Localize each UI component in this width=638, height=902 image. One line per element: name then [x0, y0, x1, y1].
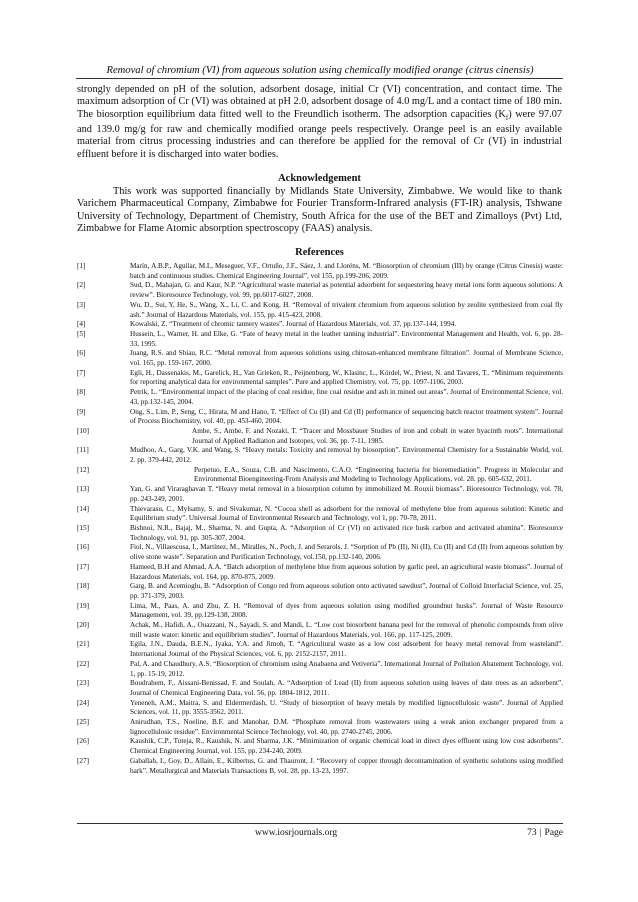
- reference-number: [24]: [77, 698, 89, 707]
- reference-text: Juang, R.S. and Shiau, R.C. “Metal removal from aqueous solutions using chitosan-enhanced membrane filtration”. Journal of Membrane Science, vol. 165, pp. 159-167, 2000.: [130, 349, 563, 368]
- reference-item: [77, 602, 563, 621]
- reference-number: [13]: [77, 485, 89, 494]
- reference-item: [77, 408, 563, 427]
- references-heading: References: [295, 247, 344, 258]
- reference-item: [77, 349, 563, 368]
- reference-number: [23]: [77, 679, 89, 688]
- reference-number: [12]: [77, 465, 89, 474]
- reference-text: Sud, D., Mahajan, G. and Kaur, N.P. “Agricultural waste material as potential adsorbent for sequestering heavy metal ions form aqueous solutions: A review”. Bioresource Technology, vol. 99, pp.6017-6027, 2008.: [130, 281, 563, 300]
- reference-number: [3]: [77, 300, 86, 309]
- reference-list: [77, 262, 563, 776]
- acknowledgement-heading: Acknowledgement: [278, 173, 361, 184]
- reference-text: Boudrahem, F., Aissani-Benissad, F. and Soulah, A. “Adsorption of Lead (II) from aqueous solution using leaves of date trees as an adsorbent”. Journal of Chemical Engineering Data, vol. 56, pp. 1804-1812, 2011.: [130, 679, 563, 697]
- reference-text: Gaballah, I., Goy, D., Allain, E., Kilbertus, G. and Thauront, J. “Recovery of copper through decontamination of synthetic solutions using modified bark”. Metallurgical and Materials Transactions B, vol. 28, pp. 13-23, 1997.: [130, 756, 563, 775]
- reference-number: [16]: [77, 543, 89, 552]
- reference-item: [77, 582, 563, 601]
- reference-text: Thievarasu, C., Mylsamy, S. and Sivakumar, N. “Cocoa shell as adsorbent for the removal of methylene blue from aqueous solution: Kinetic and Equilibrium study”. Universal Journal of Environmental Research and Technology, vol 1, pp. 70-78, 2011.: [130, 504, 563, 523]
- reference-number: [19]: [77, 601, 89, 610]
- reference-item: [77, 737, 563, 756]
- reference-number: [1]: [77, 262, 86, 270]
- reference-text: Yeneneh, A.M., Maitra, S. and Eldermerdash, U. “Study of biosorption of heavy metals by modified lignocellulosic waste”. Journal of Applied Sciences, vol. 11, pp. 3555-3562, 2011.: [130, 698, 563, 717]
- reference-text: Anirudhan, T.S., Noeline, B.F. and Manohar, D.M. “Phosphate removal from wastewaters using a weak anion exchanger prepared from a lignocellulosic residue”. Environmental Science Technology, vol. 40, pp. 2740-2745, 2006.: [130, 718, 563, 736]
- header-divider: [76, 78, 563, 79]
- reference-item: [77, 621, 563, 640]
- reference-number: [27]: [77, 756, 89, 765]
- reference-text: Fiol, N., Villaescusa, I., Martínez, M., Miralles, N., Poch, J. and Serarols, J. “Sorption of Pb (II), Ni (II), Cu (II) and Cd (II) from aqueous solution by olive stone waste”. Separation and Purification Technology, vol.150, pp.132-140, 2006.: [130, 543, 563, 562]
- reference-number: [8]: [77, 388, 86, 397]
- reference-item: [77, 543, 563, 562]
- reference-text: Lima, M., Paas, A. and Zhu, Z. H. “Removal of dyes from aqueous solution using modified groundnut husks”. Journal of Waste Resource Management, vol. 39, pp.129-138, 2008.: [130, 601, 563, 620]
- freundlich-subscript: f: [505, 113, 509, 122]
- reference-text: Petrik, L. “Environmental impact of the placing of coal residue, fine coal residue and ash in mined out areas”. Journal of Environmental Science, vol. 43, pp.132-145, 2004.: [130, 388, 563, 406]
- reference-number: [9]: [77, 407, 86, 416]
- reference-item: [77, 446, 563, 465]
- reference-item: [77, 320, 563, 330]
- footer-page-number: [527, 827, 563, 839]
- reference-number: [17]: [77, 562, 89, 571]
- reference-item: [77, 262, 563, 281]
- reference-item: [77, 427, 563, 446]
- reference-item: [77, 757, 563, 776]
- reference-number: [10]: [77, 426, 89, 435]
- reference-number: [18]: [77, 582, 89, 591]
- conclusion-text-b: ) were 97.07 and 139.0 mg/g for raw and chemically modified orange peels respectively. Orange peel is an easily available material from citrus processing industries and can therefore be applied for the removal of Cr (VI) in industrial effluent before it is discharged into water bodies.: [77, 108, 562, 160]
- reference-text: Bishnoi, N.R., Bajaj, M., Sharma, N. and Gupta, A. “Adsorption of Cr (VI) on activated rice husk carbon and activated alumina”. Bioresource Technology, vol. 91, pp. 305-307, 2004.: [130, 523, 563, 542]
- reference-text: Hussein, L., Warner, H. and Elke, G. “Fate of heavy metal in the leather tanning industrial”. Environmental Management and Health, vol. 6, pp. 28-33, 1995.: [130, 329, 563, 348]
- reference-number: [14]: [77, 504, 89, 513]
- reference-item: [77, 524, 563, 543]
- reference-text: Ong, S., Lim, P., Seng, C., Hirata, M and Hano, T. “Effect of Cu (II) and Cd (II) performance of sequencing batch reactor treatment system”. Journal of Process Biochemistry, vol. 40, pp. 453-460, 2004.: [130, 407, 563, 426]
- page-number: 73: [527, 828, 537, 838]
- reference-item: [77, 301, 563, 320]
- reference-number: [11]: [77, 446, 89, 455]
- reference-item: [77, 679, 563, 698]
- page-label: Page: [544, 828, 563, 838]
- page-separator: |: [539, 828, 542, 838]
- conclusion-paragraph: [77, 84, 562, 161]
- conclusion-text-a: strongly depended on pH of the solution, adsorbent dosage, initial Cr (VI) concentration, and contact time. The maximum adsorption of Cr (VI) was obtained at pH 2.0, adsorbent dosage of 4.0 mg/L and a contact time of 180 min. The biosorption equilibrium data fitted well to the Freundlich isotherm. The adsorption capacities (K: [77, 84, 562, 120]
- acknowledgement-paragraph: This work was supported financially by Midlands State University, Zimbabwe. We would like to thank Varichem Pharmaceutical Company, Zimbabwe for Fourier Transform-Infrared analysis (FT-IR) analysis, Tshwane University of Technology, Department of Chemistry, South Africa for the use of the BET and Zimalloys (Pvt) Ltd, Zimbabwe for Flame Atomic absorption spectroscopy (FAAS) analysis.: [77, 186, 562, 234]
- reference-text: Hameed, B.H and Ahmad, A.A. “Batch adsorption of methylene blue from aqueous solution by garlic peel, an agricultural waste biomass”. Journal of Hazardous Materials, vol. 164, pp. 870-875, 2009.: [130, 562, 563, 581]
- reference-item: [77, 505, 563, 524]
- reference-text: Mudhoo, A., Garg, V.K. and Wang, S. “Heavy metals: Toxicity and removal by biosorption”. Environmental Chemistry for a Sustainable World, vol. 2. pp. 379-442, 2012.: [130, 446, 563, 465]
- reference-number: [25]: [77, 718, 89, 727]
- reference-item: [77, 640, 563, 659]
- reference-number: [2]: [77, 281, 86, 290]
- reference-item: [77, 369, 563, 388]
- reference-number: [5]: [77, 329, 86, 338]
- reference-item: [77, 466, 563, 485]
- reference-number: [20]: [77, 621, 89, 630]
- reference-text: Kaushik, C.P., Tuteja, R., Kaushik, N. and Sharma, J.K. “Minimization of organic chemical load in direct dyes effluent using low cost adsorbents”. Chemical Engineering Journal, vol. 155, pp. 234-240, 2009.: [130, 737, 563, 756]
- reference-number: [26]: [77, 737, 89, 746]
- reference-item: [77, 388, 563, 407]
- reference-number: [22]: [77, 659, 89, 668]
- reference-text: Egila, J.N., Dauda, B.E.N., Iyaka, Y.A. and Jimoh, T. “Agricultural waste as a low cost adsorbent for heavy metal removal from wasteland”. International Journal of the Physical Sciences, vol. 6, pp. 2152-2157, 2011.: [130, 640, 563, 659]
- reference-item: [77, 330, 563, 349]
- footer-divider: [77, 823, 563, 824]
- reference-text: Garg, B. and Acemioglu, B. “Adsorption of Congo red from aqueous solution onto activated sawdust”, Journal of Colloid Interfacial Science, vol. 25, pp. 371-379, 2003.: [130, 582, 563, 600]
- reference-item: [77, 563, 563, 582]
- reference-number: [7]: [77, 368, 86, 377]
- reference-number: [6]: [77, 349, 86, 358]
- reference-text: Kowalski, Z. “Treatment of chromic tannery wastes”. Journal of Hazardous Materials, vol. 37, pp.137-144, 1994.: [130, 320, 457, 329]
- reference-number: [15]: [77, 523, 89, 532]
- reference-text: Wu, D., Sui, Y, He, S., Wang, X., Li, C. and Kong, H. “Removal of trivalent chromium from aqueous solution by zeolite synthesized from coal fly ash.” Journal of Hazardous Materials, vol. 155, pp. 415-423, 2008.: [130, 300, 563, 319]
- reference-number: [21]: [77, 640, 89, 649]
- reference-item: [77, 281, 563, 300]
- reference-item: [77, 718, 563, 737]
- reference-item: [77, 485, 563, 504]
- reference-text: Ambe, S., Ambe, F. and Nozaki, T. “Tracer and Mossbauer Studies of iron and cobalt in water hyacinth roots”. International Journal of Applied Radiation and Isotopes, vol. 36, pp. 7-11, 1985.: [192, 426, 563, 445]
- reference-text: Perpetuo, E.A., Souza, C.B. and Nascimento, C.A.O. “Engineering bacteria for bioremediation”. Progress in Molecular and Environmental Bioengineering-From Analysis and Modeling to Technology Applications, vol. 28. pp. 605-632, 2011.: [194, 465, 563, 484]
- reference-text: Achak, M., Hafidi, A., Ouazzani, N., Sayadi, S. and Mandi, L. “Low cost biosorbent banana peel for the removal of phenolic compounds from olive mill waste water: kinetic and equilibrium studies”. Journal of Hazardous Materials, vol. 166, pp. 117-125, 2009.: [130, 621, 563, 639]
- footer-website: www.iosrjournals.org: [255, 828, 338, 838]
- running-header: Removal of chromium (VI) from aqueous solution using chemically modified orange (citrus cinensis): [106, 65, 534, 76]
- reference-text: Egli, H., Dassenakis, M., Garelick, H., Van Grieken, R., Peijnenburg, W., Klasinc, L., Kördel, W., Priest, N. and Tavares, T.. “Minimum requirements for reporting analytical data for environmental samples”. Pure and applied Chemistry, vol. 75, pp. 1097-1106, 2003.: [130, 368, 563, 387]
- reference-text: Marín, A.B.P., Aguilar, M.I., Meseguer, V.F., Ortuño, J.F., Sáez, J. and Lloréns, M. “Biosorption of chromium (III) by orange (Citrus Cinesis) waste: batch and continuous studies. Chemical Engineering Journal”, vol 155, pp.199-206, 2009.: [130, 262, 563, 280]
- reference-text: Yan, G. and Viraraghavan T. “Heavy metal removal in a biosorption column by immobilized M. Rouxii biomass”. Bioresource Technology, vol. 78, pp. 243-249, 2001.: [130, 485, 563, 503]
- reference-text: Pal, A. and Chaudhury, A.S. “Biosorption of chromium using Anabaena and Vetiveria”. International Journal of Pollution Abatement Technology, vol. 1, pp. 15-19, 2012.: [130, 659, 563, 678]
- reference-item: [77, 699, 563, 718]
- reference-item: [77, 660, 563, 679]
- reference-number: [4]: [77, 320, 86, 329]
